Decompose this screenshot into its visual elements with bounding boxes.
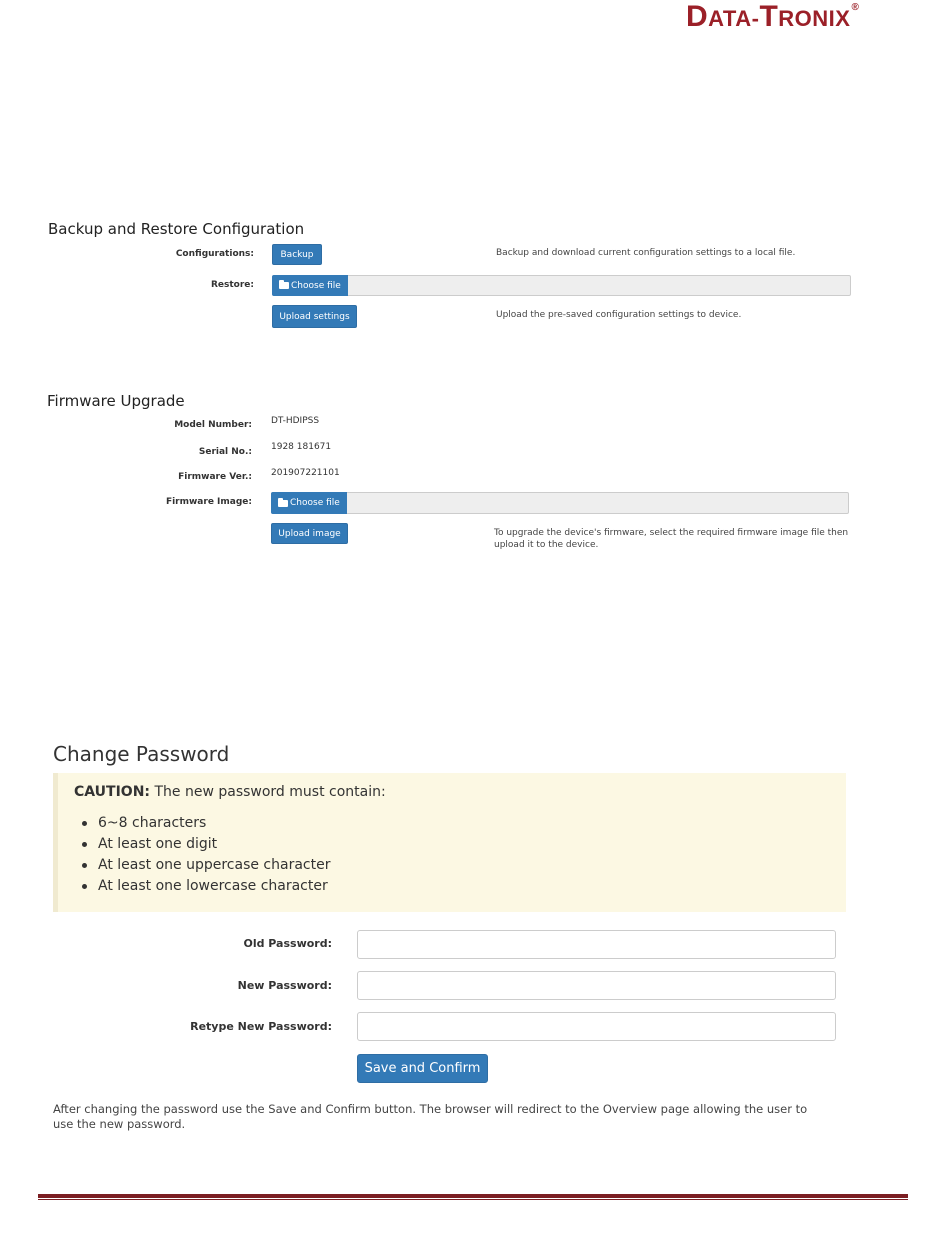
configurations-label: Configurations: [175,249,254,259]
restore-label: Restore: [210,280,254,290]
firmware-version-value: 201907221101 [271,468,340,478]
change-password-title: Change Password [53,742,230,766]
retype-password-input[interactable] [357,1012,836,1041]
firmware-section-title: Firmware Upgrade [47,392,185,410]
footer-divider-thin [38,1199,908,1200]
old-password-input[interactable] [357,930,836,959]
retype-password-label: Retype New Password: [190,1020,332,1033]
upload-settings-button[interactable]: Upload settings [272,305,357,328]
model-number-value: DT-HDIPSS [271,416,320,426]
folder-open-icon [278,500,288,507]
firmware-file-input[interactable] [271,492,849,514]
upload-image-button[interactable]: Upload image [271,523,348,544]
firmware-version-label: Firmware Ver.: [178,472,252,482]
restore-file-input[interactable] [272,275,851,296]
data-tronix-logo: DATA-TRONIX® [686,0,859,33]
password-rule: At least one uppercase character [74,855,330,876]
backup-section-title: Backup and Restore Configuration [48,220,305,238]
caution-box [53,773,846,912]
password-rule: 6~8 characters [74,813,330,834]
upload-image-help-text: To upgrade the device's firmware, select the required firmware image file then upload it to the device. [494,528,849,550]
footer-divider [38,1194,908,1198]
password-rule: At least one lowercase character [74,876,330,897]
password-rule: At least one digit [74,834,330,855]
serial-number-label: Serial No.: [198,447,252,457]
firmware-choose-file-button[interactable]: Choose file [271,492,347,514]
new-password-input[interactable] [357,971,836,1000]
new-password-label: New Password: [237,979,332,992]
caution-heading: CAUTION: The new password must contain: [74,784,386,800]
password-change-note: After changing the password use the Save and Confirm button. The browser will redirect to the Overview page allowing the user to use the new password. [53,1102,808,1131]
upload-settings-help-text: Upload the pre-saved configuration settings to device. [496,310,742,320]
password-rules-list [74,813,330,897]
backup-help-text: Backup and download current configuration settings to a local file. [496,248,796,258]
firmware-image-label: Firmware Image: [165,497,252,507]
serial-number-value: 1928 181671 [271,442,332,452]
save-and-confirm-button[interactable]: Save and Confirm [357,1054,488,1083]
backup-button[interactable]: Backup [272,244,322,265]
restore-choose-file-button[interactable]: Choose file [272,275,348,296]
model-number-label: Model Number: [174,420,252,430]
old-password-label: Old Password: [243,937,332,950]
folder-open-icon [279,282,289,289]
